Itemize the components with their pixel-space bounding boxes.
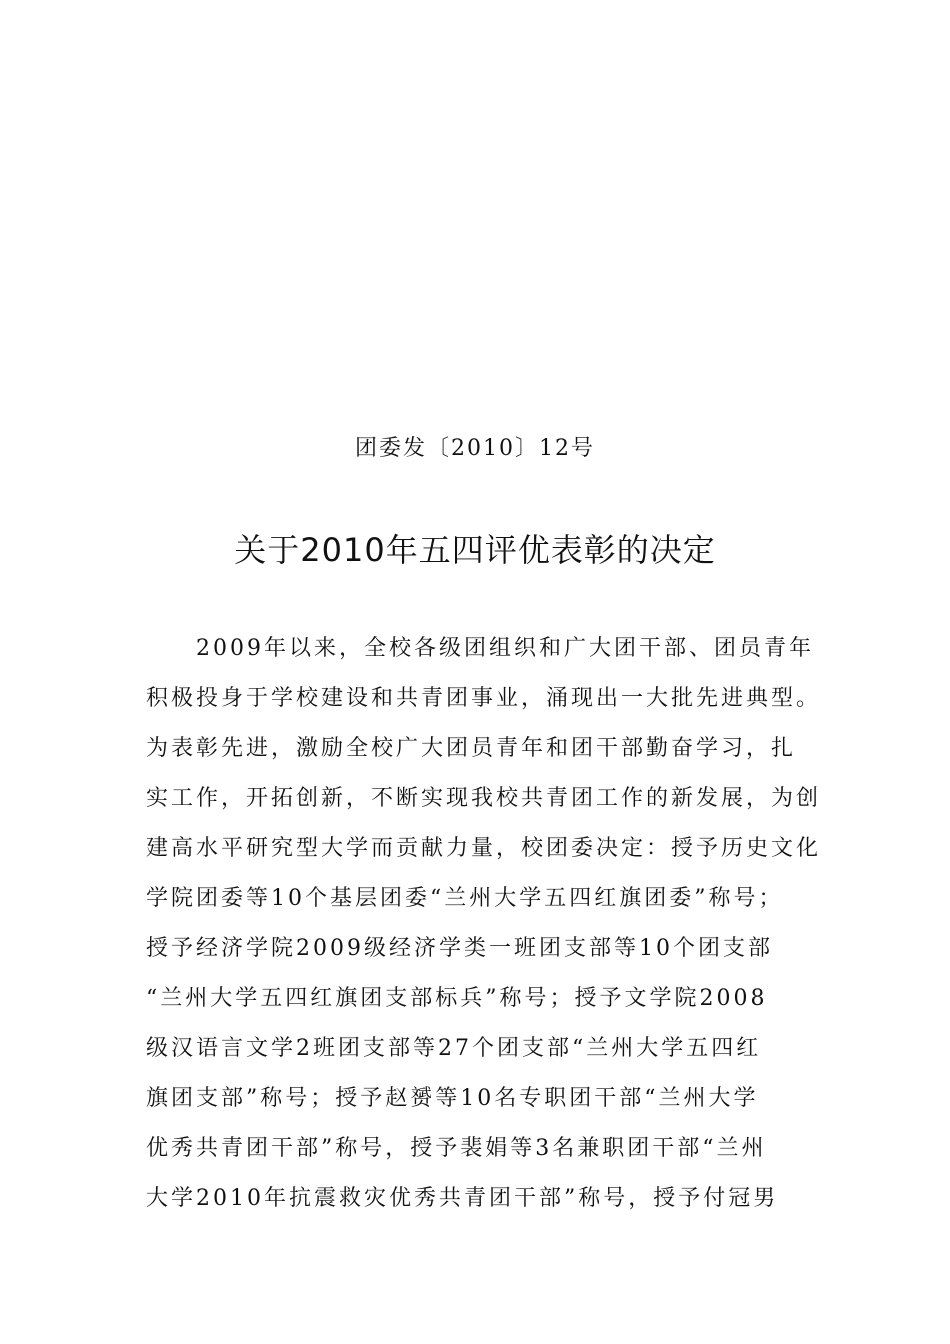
body-line: 积极投身于学校建设和共青团事业，涌现出一大批先进典型。 bbox=[146, 686, 822, 711]
body-line: 2009年以来，全校各级团组织和广大团干部、团员青年 bbox=[196, 636, 814, 661]
document-number: 团委发〔2010〕12号 bbox=[355, 436, 595, 461]
body-line: 级汉语言文学2班团支部等27个团支部“兰州大学五四红 bbox=[146, 1036, 762, 1061]
body-line: 学院团委等10个基层团委“兰州大学五四红旗团委”称号； bbox=[146, 886, 784, 911]
body-line: 实工作，开拓创新，不断实现我校共青团工作的新发展，为创 bbox=[146, 786, 822, 811]
body-line: 为表彰先进，激励全校广大团员青年和团干部勤奋学习，扎 bbox=[146, 736, 797, 761]
body-line: 优秀共青团干部”称号，授予裴娟等3名兼职团干部“兰州 bbox=[146, 1136, 767, 1161]
body-line: “兰州大学五四红旗团支部标兵”称号；授予文学院2008 bbox=[146, 986, 768, 1011]
body-line: 建高水平研究型大学而贡献力量，校团委决定：授予历史文化 bbox=[146, 836, 822, 861]
body-line: 授予经济学院2009级经济学类一班团支部等10个团支部 bbox=[146, 936, 773, 961]
body-paragraph bbox=[146, 626, 826, 1226]
body-line: 旗团支部”称号；授予赵赟等10名专职团干部“兰州大学 bbox=[146, 1086, 759, 1111]
body-line: 大学2010年抗震救灾优秀共青团干部”称号，授予付冠男 bbox=[146, 1186, 779, 1211]
document-title: 关于2010年五四评优表彰的决定 bbox=[234, 531, 716, 569]
